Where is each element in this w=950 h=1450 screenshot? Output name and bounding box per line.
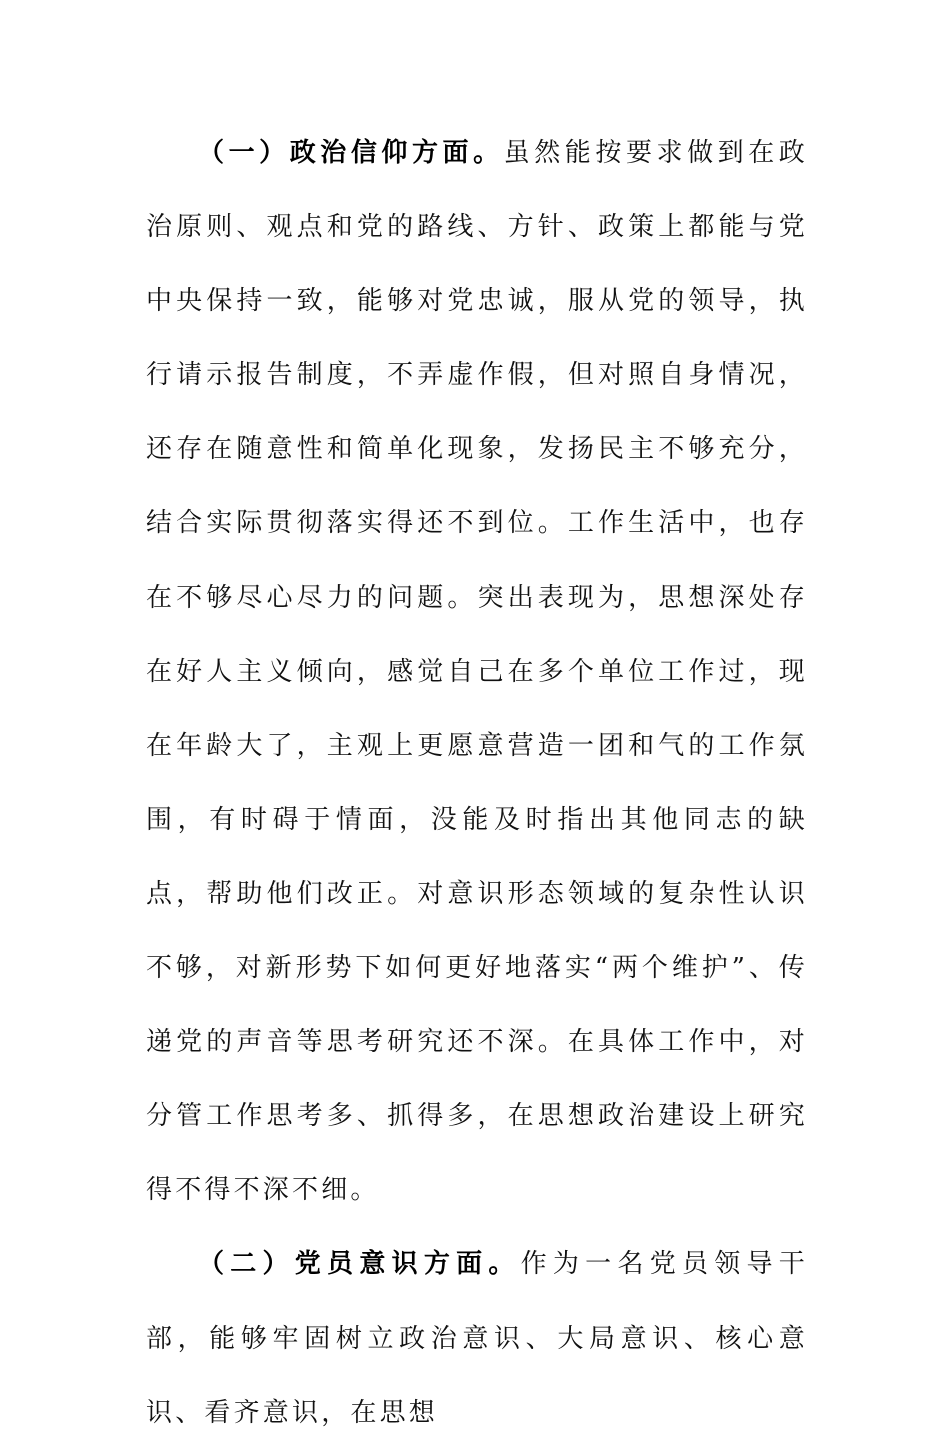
paragraph-heading: （二）党员意识方面。 bbox=[198, 1249, 521, 1280]
paragraph-political-belief bbox=[146, 116, 808, 1227]
paragraph-heading: （一）政治信仰方面。 bbox=[198, 138, 504, 168]
paragraph-text: 作为一名党员领导干部，能够牢固树立政治意识、大局意识、核心意识、看齐意识，在思想 bbox=[146, 1249, 808, 1428]
document-body bbox=[146, 116, 808, 1450]
paragraph-party-awareness bbox=[146, 1227, 808, 1449]
paragraph-text: 虽然能按要求做到在政治原则、观点和党的路线、方针、政策上都能与党中央保持一致，能够对党忠诚，服从党的领导，执行请示报告制度，不弄虚作假，但对照自身情况，还存在随意性和简单化现象，发扬民主不够充分，结合实际贯彻落实得还不到位。工作生活中，也存在不够尽心尽力的问题。突出表现为，思想深处存在好人主义倾向，感觉自己在多个单位工作过，现在年龄大了，主观上更愿意营造一团和气的工作氛围，有时碍于情面，没能及时指出其他同志的缺点，帮助他们改正。对意识形态领域的复杂性认识不够，对新形势下如何更好地落实“两个维护”、传递党的声音等思考研究还不深。在具体工作中，对分管工作思考多、抓得多，在思想政治建设上研究得不得不深不细。 bbox=[146, 138, 808, 1206]
